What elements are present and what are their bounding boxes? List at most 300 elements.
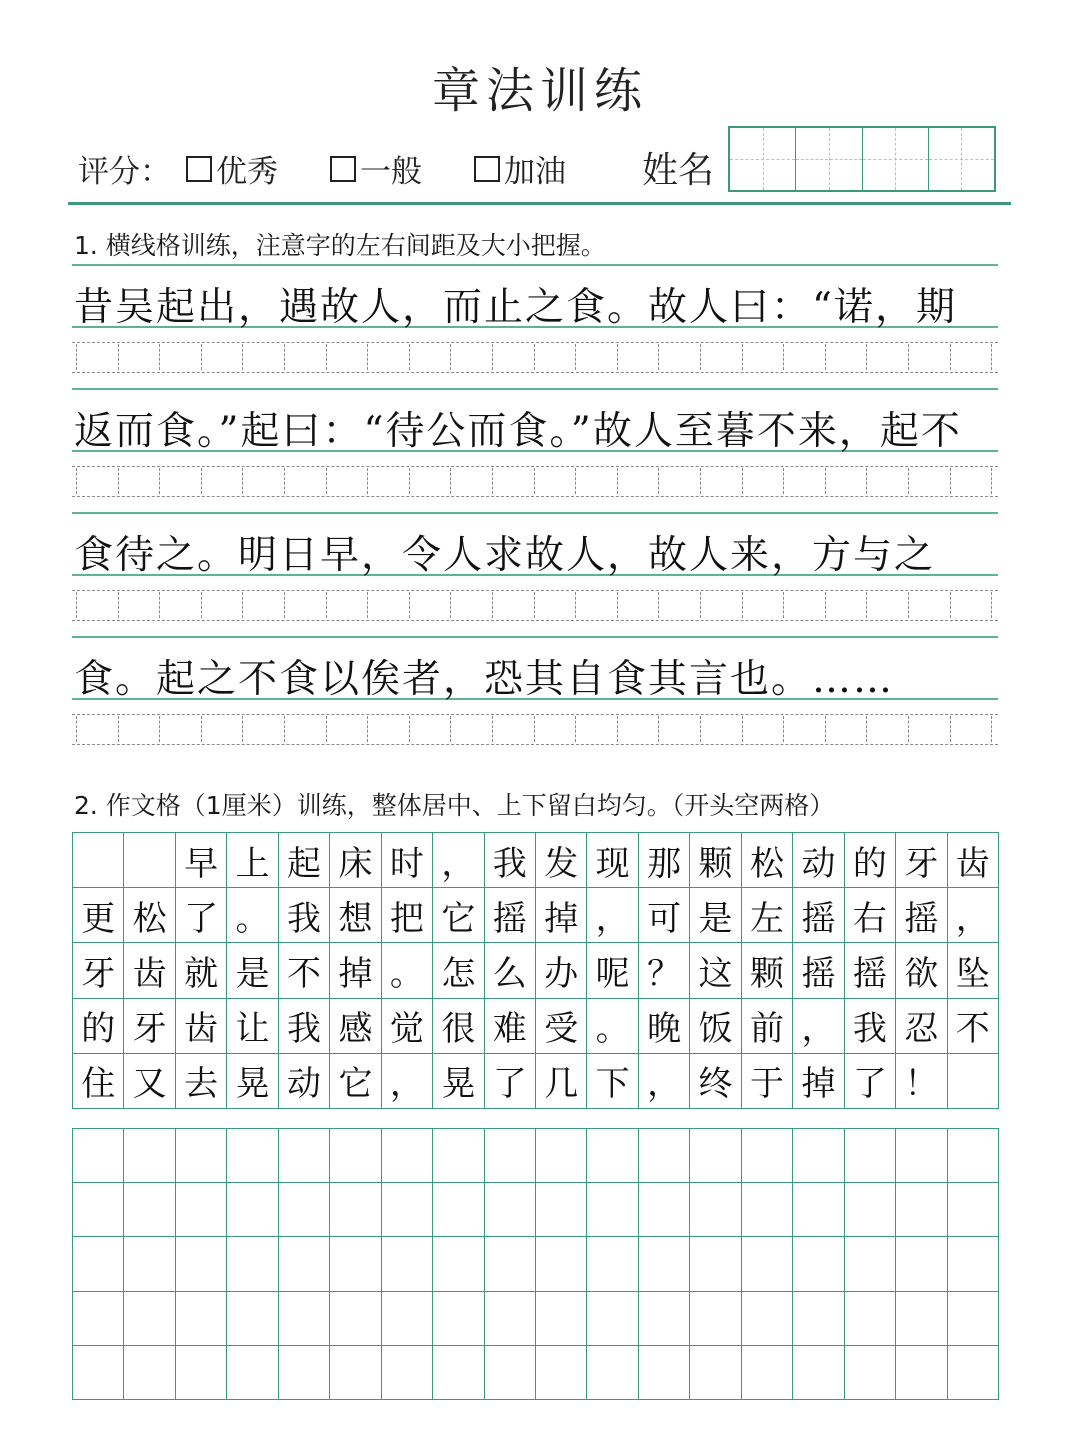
grid-cell: 下 — [587, 1054, 638, 1109]
name-cell[interactable] — [796, 128, 862, 190]
grid-cell: 它 — [330, 1054, 381, 1109]
grid-cell: 觉 — [382, 999, 433, 1054]
blank-grid-cell[interactable] — [536, 1129, 587, 1183]
blank-grid-cell[interactable] — [382, 1129, 433, 1183]
grid-cell: 住 — [73, 1054, 124, 1109]
dashed-tick — [783, 468, 784, 494]
dashed-tick — [76, 344, 77, 370]
dashed-tick — [159, 592, 160, 618]
grid-cell: ， — [433, 833, 484, 888]
dashed-tick — [783, 592, 784, 618]
page-title: 章法训练 — [431, 63, 648, 119]
dashed-tick — [617, 716, 618, 742]
grid-cell: 晃 — [433, 1054, 484, 1109]
grid-cell: 我 — [845, 999, 896, 1054]
blank-grid-cell[interactable] — [793, 1237, 844, 1291]
blank-grid-cell[interactable] — [793, 1346, 844, 1400]
grid-cell: 的 — [845, 833, 896, 888]
dashed-tick — [367, 716, 368, 742]
blank-grid-cell[interactable] — [639, 1292, 690, 1346]
grid-cell: 忍 — [896, 999, 947, 1054]
blank-grid-cell[interactable] — [485, 1346, 536, 1400]
grid-cell: 于 — [742, 1054, 793, 1109]
grid-cell: ， — [793, 999, 844, 1054]
grid-cell: 几 — [536, 1054, 587, 1109]
dashed-guide-line — [72, 372, 998, 373]
grid-cell: 左 — [742, 888, 793, 943]
blank-grid-cell[interactable] — [279, 1292, 330, 1346]
grid-cell: 了 — [845, 1054, 896, 1109]
blank-grid-cell[interactable] — [382, 1183, 433, 1237]
grid-cell: 坠 — [948, 943, 999, 998]
grid-cell: 想 — [330, 888, 381, 943]
blank-grid-cell[interactable] — [536, 1346, 587, 1400]
blank-grid-cell[interactable] — [485, 1183, 536, 1237]
grid-cell: 牙 — [73, 943, 124, 998]
grid-cell: 动 — [793, 833, 844, 888]
dashed-tick — [658, 468, 659, 494]
grid-cell: 很 — [433, 999, 484, 1054]
dashed-tick — [409, 716, 410, 742]
dashed-tick — [534, 468, 535, 494]
dashed-tick — [201, 344, 202, 370]
blank-grid-cell[interactable] — [587, 1237, 638, 1291]
dashed-tick — [950, 716, 951, 742]
dashed-tick — [450, 468, 451, 494]
name-cell[interactable] — [730, 128, 796, 190]
blank-grid-cell[interactable] — [948, 1346, 999, 1400]
grid-cell: 床 — [330, 833, 381, 888]
grid-cell: 。 — [382, 943, 433, 998]
dashed-tick — [991, 716, 992, 742]
grid-cell: ， — [382, 1054, 433, 1109]
dashed-tick — [409, 344, 410, 370]
dashed-tick — [242, 468, 243, 494]
blank-grid-cell[interactable] — [587, 1183, 638, 1237]
grid-cell: 受 — [536, 999, 587, 1054]
dashed-tick — [617, 344, 618, 370]
grid-cell: 终 — [690, 1054, 741, 1109]
grid-cell: 是 — [690, 888, 741, 943]
blank-grid-cell[interactable] — [176, 1237, 227, 1291]
dashed-tick — [908, 592, 909, 618]
blank-composition-grid[interactable] — [72, 1128, 999, 1400]
dashed-tick — [950, 344, 951, 370]
grid-cell: ， — [948, 888, 999, 943]
grid-cell: 前 — [742, 999, 793, 1054]
section1-title: 1. 横线格训练，注意字的左右间距及大小把握。 — [74, 231, 606, 260]
grid-cell: 时 — [382, 833, 433, 888]
grid-cell: 早 — [176, 833, 227, 888]
blank-grid-cell[interactable] — [845, 1237, 896, 1291]
blank-grid-cell[interactable] — [73, 1292, 124, 1346]
dashed-tick — [908, 468, 909, 494]
grid-cell: 又 — [124, 1054, 175, 1109]
dashed-guide-line — [72, 466, 998, 467]
grid-cell: 齿 — [124, 943, 175, 998]
blank-grid-cell[interactable] — [896, 1346, 947, 1400]
grid-cell: 不 — [279, 943, 330, 998]
dashed-tick — [492, 592, 493, 618]
blank-grid-cell[interactable] — [330, 1129, 381, 1183]
grid-cell: 掉 — [536, 888, 587, 943]
blank-grid-cell[interactable] — [485, 1292, 536, 1346]
grid-cell: 让 — [227, 999, 278, 1054]
grid-cell: 松 — [124, 888, 175, 943]
dashed-tick — [284, 344, 285, 370]
dashed-tick — [284, 716, 285, 742]
blank-grid-cell[interactable] — [896, 1237, 947, 1291]
grid-cell: 饭 — [690, 999, 741, 1054]
blank-grid-cell[interactable] — [690, 1129, 741, 1183]
dashed-tick — [159, 716, 160, 742]
dashed-tick — [658, 592, 659, 618]
blank-grid-cell[interactable] — [536, 1237, 587, 1291]
blank-grid-cell[interactable] — [433, 1183, 484, 1237]
blank-grid-cell[interactable] — [845, 1292, 896, 1346]
dashed-tick — [534, 344, 535, 370]
grid-cell: 可 — [639, 888, 690, 943]
dashed-tick — [492, 344, 493, 370]
dashed-tick — [991, 592, 992, 618]
grid-cell: 动 — [279, 1054, 330, 1109]
grid-cell: 难 — [485, 999, 536, 1054]
blank-grid-cell[interactable] — [742, 1129, 793, 1183]
blank-grid-cell[interactable] — [793, 1129, 844, 1183]
grid-cell: 摇 — [793, 888, 844, 943]
dashed-tick — [617, 592, 618, 618]
option-label: 加油 — [504, 154, 566, 190]
blank-grid-cell[interactable] — [845, 1183, 896, 1237]
blank-grid-cell[interactable] — [485, 1237, 536, 1291]
dashed-tick — [326, 716, 327, 742]
blank-grid-cell[interactable] — [176, 1346, 227, 1400]
dashed-tick — [866, 592, 867, 618]
dashed-guide-line — [72, 620, 998, 621]
blank-grid-cell[interactable] — [536, 1183, 587, 1237]
dashed-tick — [118, 344, 119, 370]
blank-grid-cell[interactable] — [330, 1292, 381, 1346]
grid-cell: 牙 — [124, 999, 175, 1054]
checkbox-icon[interactable] — [186, 156, 212, 182]
grid-cell: 齿 — [948, 833, 999, 888]
grid-cell: 呢 — [587, 943, 638, 998]
grid-cell: 晃 — [227, 1054, 278, 1109]
dashed-tick — [326, 468, 327, 494]
dashed-tick — [492, 716, 493, 742]
option-label: 一般 — [360, 154, 422, 190]
grid-cell: 怎 — [433, 943, 484, 998]
copy-text-line: 食待之。明日早，令人求故人，故人来，方与之 — [74, 533, 936, 578]
dashed-tick — [825, 344, 826, 370]
blank-grid-cell[interactable] — [845, 1346, 896, 1400]
blank-grid-cell[interactable] — [639, 1346, 690, 1400]
dashed-tick — [991, 344, 992, 370]
blank-grid-cell[interactable] — [639, 1237, 690, 1291]
blank-grid-cell[interactable] — [845, 1129, 896, 1183]
grid-cell: 我 — [279, 999, 330, 1054]
blank-grid-cell[interactable] — [176, 1183, 227, 1237]
blank-grid-cell[interactable] — [124, 1346, 175, 1400]
grid-cell: 了 — [485, 1054, 536, 1109]
grid-cell: 不 — [948, 999, 999, 1054]
blank-grid-cell[interactable] — [742, 1183, 793, 1237]
dashed-tick — [76, 716, 77, 742]
grid-cell: 右 — [845, 888, 896, 943]
blank-grid-cell[interactable] — [742, 1292, 793, 1346]
grid-cell: 晚 — [639, 999, 690, 1054]
grid-cell: 的 — [73, 999, 124, 1054]
dashed-tick — [825, 592, 826, 618]
blank-grid-cell[interactable] — [227, 1129, 278, 1183]
dashed-guide-line — [72, 590, 998, 591]
dashed-tick — [118, 716, 119, 742]
blank-grid-cell[interactable] — [536, 1292, 587, 1346]
dashed-tick — [284, 468, 285, 494]
dashed-tick — [409, 592, 410, 618]
dashed-tick — [534, 592, 535, 618]
blank-grid-cell[interactable] — [330, 1346, 381, 1400]
dashed-tick — [367, 344, 368, 370]
composition-grid — [72, 832, 999, 1109]
dashed-tick — [783, 716, 784, 742]
dashed-tick — [201, 468, 202, 494]
blank-grid-cell[interactable] — [176, 1129, 227, 1183]
dashed-tick — [700, 344, 701, 370]
blank-grid-cell[interactable] — [690, 1346, 741, 1400]
blank-grid-cell[interactable] — [73, 1346, 124, 1400]
dashed-tick — [575, 468, 576, 494]
grid-cell — [73, 833, 124, 888]
blank-grid-cell[interactable] — [227, 1183, 278, 1237]
grid-cell: 上 — [227, 833, 278, 888]
blank-grid-cell[interactable] — [485, 1129, 536, 1183]
blank-grid-cell[interactable] — [124, 1183, 175, 1237]
dashed-guide-line — [72, 496, 998, 497]
dashed-tick — [159, 344, 160, 370]
dashed-tick — [783, 344, 784, 370]
option-label: 优秀 — [216, 154, 278, 190]
blank-grid-cell[interactable] — [330, 1237, 381, 1291]
blank-grid-cell[interactable] — [793, 1183, 844, 1237]
dashed-tick — [991, 468, 992, 494]
blank-grid-cell[interactable] — [227, 1237, 278, 1291]
option-average[interactable] — [330, 146, 422, 191]
dashed-tick — [658, 344, 659, 370]
blank-grid-cell[interactable] — [382, 1292, 433, 1346]
dashed-tick — [866, 468, 867, 494]
checkbox-icon[interactable] — [330, 156, 356, 182]
blank-grid-cell[interactable] — [73, 1129, 124, 1183]
blank-grid-cell[interactable] — [433, 1237, 484, 1291]
blank-grid-cell[interactable] — [948, 1129, 999, 1183]
grid-cell: 感 — [330, 999, 381, 1054]
blank-grid-cell[interactable] — [896, 1183, 947, 1237]
blank-grid-cell[interactable] — [742, 1237, 793, 1291]
grid-cell: 松 — [742, 833, 793, 888]
dashed-tick — [450, 344, 451, 370]
dashed-tick — [742, 468, 743, 494]
dashed-tick — [617, 468, 618, 494]
blank-grid-cell[interactable] — [227, 1292, 278, 1346]
grid-cell: 牙 — [896, 833, 947, 888]
grid-cell: 办 — [536, 943, 587, 998]
dashed-tick — [367, 592, 368, 618]
grid-cell: 就 — [176, 943, 227, 998]
checkbox-icon[interactable] — [474, 156, 500, 182]
grid-cell: 发 — [536, 833, 587, 888]
grid-cell: 摇 — [896, 888, 947, 943]
score-label: 评分： — [78, 154, 171, 190]
dashed-tick — [866, 716, 867, 742]
dashed-tick — [575, 344, 576, 370]
blank-grid-cell[interactable] — [73, 1237, 124, 1291]
name-label: 姓名 — [642, 150, 715, 191]
copy-text-line: 返而食。”起曰：“待公而食。”故人至暮不来，起不 — [74, 409, 962, 454]
dashed-tick — [450, 592, 451, 618]
copy-text-line: 昔吴起出，遇故人，而止之食。故人曰：“诺，期 — [74, 285, 957, 330]
dashed-tick — [76, 468, 77, 494]
grid-cell: 颗 — [742, 943, 793, 998]
blank-grid-cell[interactable] — [948, 1237, 999, 1291]
dashed-tick — [201, 592, 202, 618]
grid-cell: 是 — [227, 943, 278, 998]
grid-cell: 。 — [587, 999, 638, 1054]
dashed-tick — [284, 592, 285, 618]
dashed-tick — [118, 592, 119, 618]
dashed-tick — [825, 716, 826, 742]
dashed-tick — [159, 468, 160, 494]
blank-grid-cell[interactable] — [433, 1346, 484, 1400]
blank-grid-cell[interactable] — [639, 1129, 690, 1183]
blank-grid-cell[interactable] — [896, 1129, 947, 1183]
blank-grid-cell[interactable] — [948, 1183, 999, 1237]
grid-cell: 它 — [433, 888, 484, 943]
dashed-tick — [866, 344, 867, 370]
score-row — [78, 140, 718, 191]
grid-cell: 摇 — [485, 888, 536, 943]
grid-cell: 齿 — [176, 999, 227, 1054]
name-cell[interactable] — [863, 128, 929, 190]
grid-cell: 欲 — [896, 943, 947, 998]
blank-grid-cell[interactable] — [279, 1129, 330, 1183]
dashed-tick — [575, 592, 576, 618]
grid-cell: ？ — [639, 943, 690, 998]
blank-grid-cell[interactable] — [587, 1292, 638, 1346]
grid-cell: 么 — [485, 943, 536, 998]
dashed-tick — [742, 592, 743, 618]
option-excellent[interactable] — [186, 146, 278, 191]
dashed-tick — [575, 716, 576, 742]
grid-cell: 起 — [279, 833, 330, 888]
grid-cell: 摇 — [793, 943, 844, 998]
grid-cell: 了 — [176, 888, 227, 943]
grid-cell: 我 — [279, 888, 330, 943]
grid-cell: ， — [587, 888, 638, 943]
grid-cell: ！ — [896, 1054, 947, 1109]
dashed-tick — [950, 468, 951, 494]
grid-cell: 把 — [382, 888, 433, 943]
dashed-tick — [76, 592, 77, 618]
grid-cell: 去 — [176, 1054, 227, 1109]
blank-grid-cell[interactable] — [73, 1183, 124, 1237]
blank-grid-cell[interactable] — [279, 1237, 330, 1291]
blank-grid-cell[interactable] — [124, 1292, 175, 1346]
grid-cell: 这 — [690, 943, 741, 998]
dashed-tick — [450, 716, 451, 742]
name-writing-grid[interactable] — [728, 126, 996, 192]
dashed-tick — [908, 716, 909, 742]
grid-cell: 我 — [485, 833, 536, 888]
blank-grid-cell[interactable] — [124, 1129, 175, 1183]
blank-grid-cell[interactable] — [279, 1183, 330, 1237]
guide-line — [72, 264, 998, 266]
header-divider — [68, 202, 1011, 205]
copy-text-line: 食。起之不食以俟者，恐其自食其言也。…… — [74, 657, 895, 702]
blank-grid-cell[interactable] — [124, 1237, 175, 1291]
dashed-tick — [367, 468, 368, 494]
dashed-tick — [700, 716, 701, 742]
blank-grid-cell[interactable] — [742, 1346, 793, 1400]
dashed-guide-line — [72, 342, 998, 343]
blank-grid-cell[interactable] — [433, 1292, 484, 1346]
blank-grid-cell[interactable] — [330, 1183, 381, 1237]
blank-grid-cell[interactable] — [382, 1346, 433, 1400]
dashed-tick — [950, 592, 951, 618]
blank-grid-cell[interactable] — [639, 1183, 690, 1237]
blank-grid-cell[interactable] — [382, 1237, 433, 1291]
grid-cell: 那 — [639, 833, 690, 888]
dashed-tick — [326, 592, 327, 618]
grid-cell: 。 — [227, 888, 278, 943]
guide-line — [72, 512, 998, 514]
blank-grid-cell[interactable] — [587, 1346, 638, 1400]
blank-grid-cell[interactable] — [587, 1129, 638, 1183]
dashed-tick — [700, 592, 701, 618]
grid-cell: 现 — [587, 833, 638, 888]
dashed-tick — [242, 344, 243, 370]
dashed-tick — [534, 716, 535, 742]
dashed-guide-line — [72, 714, 998, 715]
blank-grid-cell[interactable] — [690, 1292, 741, 1346]
dashed-tick — [742, 716, 743, 742]
blank-grid-cell[interactable] — [227, 1346, 278, 1400]
dashed-tick — [118, 468, 119, 494]
dashed-tick — [742, 344, 743, 370]
dashed-tick — [825, 468, 826, 494]
blank-grid-cell[interactable] — [433, 1129, 484, 1183]
option-keep-going[interactable] — [474, 146, 566, 191]
blank-grid-cell[interactable] — [279, 1346, 330, 1400]
dashed-tick — [326, 344, 327, 370]
name-cell[interactable] — [929, 128, 994, 190]
grid-cell — [124, 833, 175, 888]
grid-cell: 掉 — [330, 943, 381, 998]
grid-cell: 颗 — [690, 833, 741, 888]
grid-cell — [948, 1054, 999, 1109]
blank-grid-cell[interactable] — [690, 1183, 741, 1237]
guide-line — [72, 636, 998, 638]
blank-grid-cell[interactable] — [176, 1292, 227, 1346]
blank-grid-cell[interactable] — [896, 1292, 947, 1346]
dashed-tick — [492, 468, 493, 494]
section2-title: 2. 作文格（1厘米）训练，整体居中、上下留白均匀。（开头空两格） — [74, 791, 835, 820]
blank-grid-cell[interactable] — [690, 1237, 741, 1291]
blank-grid-cell[interactable] — [948, 1292, 999, 1346]
blank-grid-cell[interactable] — [793, 1292, 844, 1346]
dashed-tick — [201, 716, 202, 742]
grid-cell: 掉 — [793, 1054, 844, 1109]
